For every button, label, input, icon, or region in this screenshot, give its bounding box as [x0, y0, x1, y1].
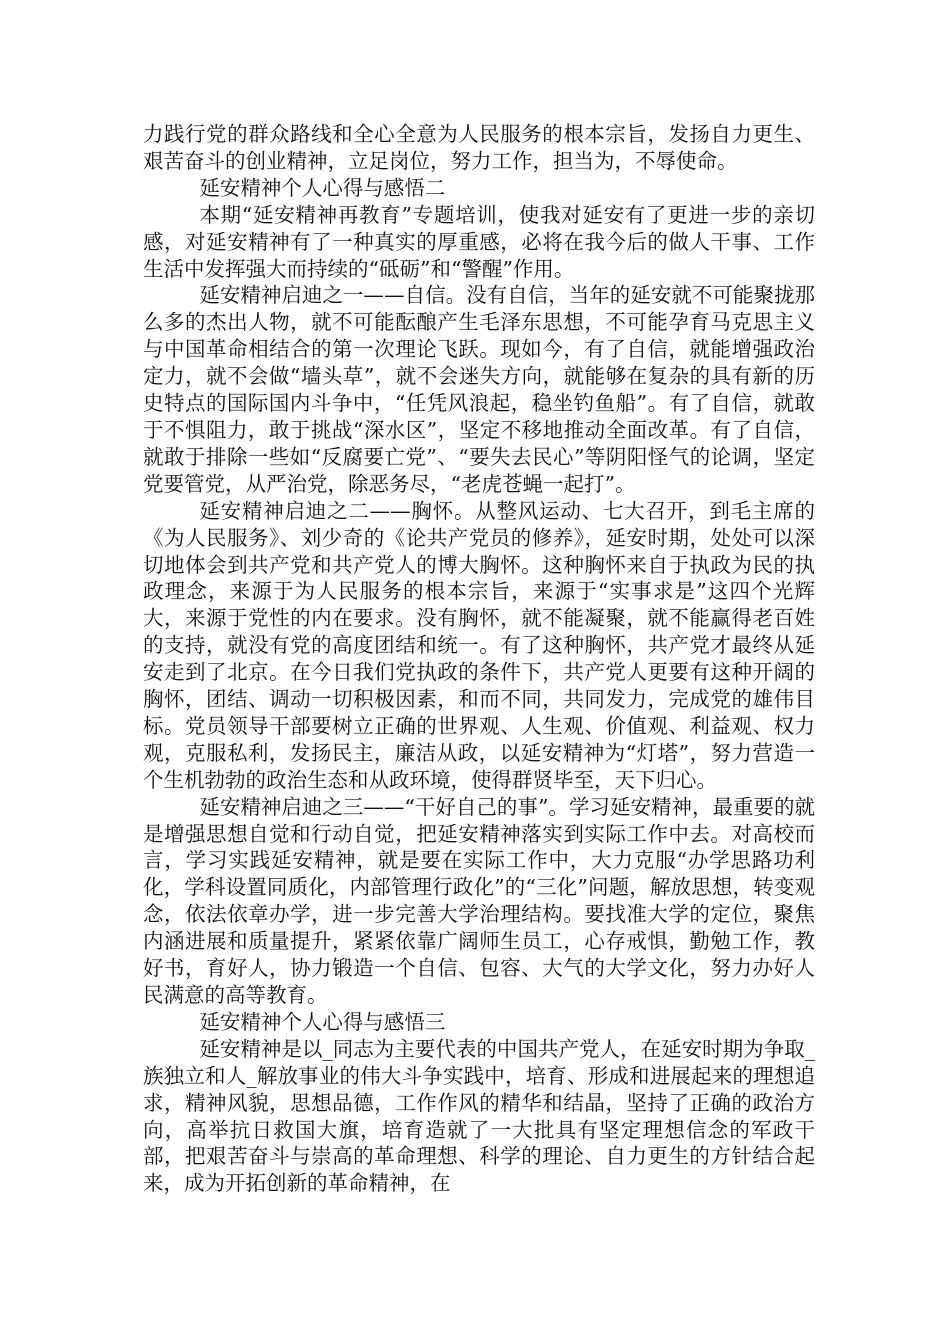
paragraph: 延安精神启迪之一——自信。没有自信，当年的延安就不可能聚拢那么多的杰出人物，就不可能酝酿产生毛泽东思想，不可能孕育马克思主义与中国革命相结合的第一次理论飞跃。现如今，有了自信，就能增强政治定力，就不会做“墙头草”，就不会迷失方向，就能够在复杂的具有新的历史特点的国际国内斗争中，“任凭风浪起，稳坐钓鱼船”。有了自信，就敢于不惧阻力，敢于挑战“深水区”，坚定不移地推动全面改革。有了自信，就敢于排除一些如“反腐要亡党”、“要失去民心”等阴阳怪气的论调，坚定党要管党，从严治党，除恶务尽，“老虎苍蝇一起打”。: [143, 283, 815, 496]
section-heading-3: 延安精神个人心得与感悟三: [199, 1009, 446, 1034]
paragraph: 延安精神是以_同志为主要代表的中国共产党人，在延安时期为争取_族独立和人_解放事业的伟大斗争实践中，培育、形成和进展起来的理想追求，精神风貌，思想品德，工作作风的精华和结晶，坚持了正确的政治方向，高举抗日救国大旗，培育造就了一大批具有坚定理想信念的军政干部，把艰苦奋斗与崇高的革命理想、科学的理论、自力更生的方针结合起来，成为开拓创新的革命精神，在: [143, 1036, 815, 1196]
paragraph-continued: 力践行党的群众路线和全心全意为人民服务的根本宗旨，发扬自力更生、艰苦奋斗的创业精神，立足岗位，努力工作，担当为，不辱使命。: [143, 122, 815, 173]
section-heading-2: 延安精神个人心得与感悟二: [199, 175, 446, 200]
paragraph: 本期“延安精神再教育”专题培训，使我对延安有了更进一步的亲切感，对延安精神有了一种真实的厚重感，必将在我今后的做人干事、工作生活中发挥强大而持续的“砥砺”和“警醒”作用。: [143, 202, 815, 281]
paragraph: 延安精神启迪之三——“干好自己的事”。学习延安精神，最重要的就是增强思想自觉和行动自觉，把延安精神落实到实际工作中去。对高校而言，学习实践延安精神，就是要在实际工作中，大力克服“办学思路功利化，学科设置同质化，内部管理行政化”的“三化”问题，解放思想，转变观念，依法依章办学，进一步完善大学治理结构。要找准大学的定位，聚焦内涵进展和质量提升，紧紧依靠广阔师生员工，心存戒惧，勤勉工作，教好书，育好人，协力锻造一个自信、包容、大气的大学文化，努力办好人民满意的高等教育。: [143, 794, 815, 1007]
paragraph: 延安精神启迪之二——胸怀。从整风运动、七大召开，到毛主席的《为人民服务》、刘少奇的《论共产党员的修养》，延安时期，处处可以深切地体会到共产党和共产党人的博大胸怀。这种胸怀来自于执政为民的执政理念，来源于为人民服务的根本宗旨，来源于“实事求是”这四个光辉大，来源于党性的内在要求。没有胸怀，就不能凝聚，就不能赢得老百姓的支持，就没有党的高度团结和统一。有了这种胸怀，共产党才最终从延安走到了北京。在今日我们党执政的条件下，共产党人更要有这种开阔的胸怀，团结、调动一切积极因素，和而不同，共同发力，完成党的雄伟目标。党员领导干部要树立正确的世界观、人生观、价值观、利益观、权力观，克服私利，发扬民主，廉洁从政，以延安精神为“灯塔”，努力营造一个生机勃勃的政治生态和从政环境，使得群贤毕至，天下归心。: [143, 498, 815, 792]
document-body: [143, 121, 815, 1197]
